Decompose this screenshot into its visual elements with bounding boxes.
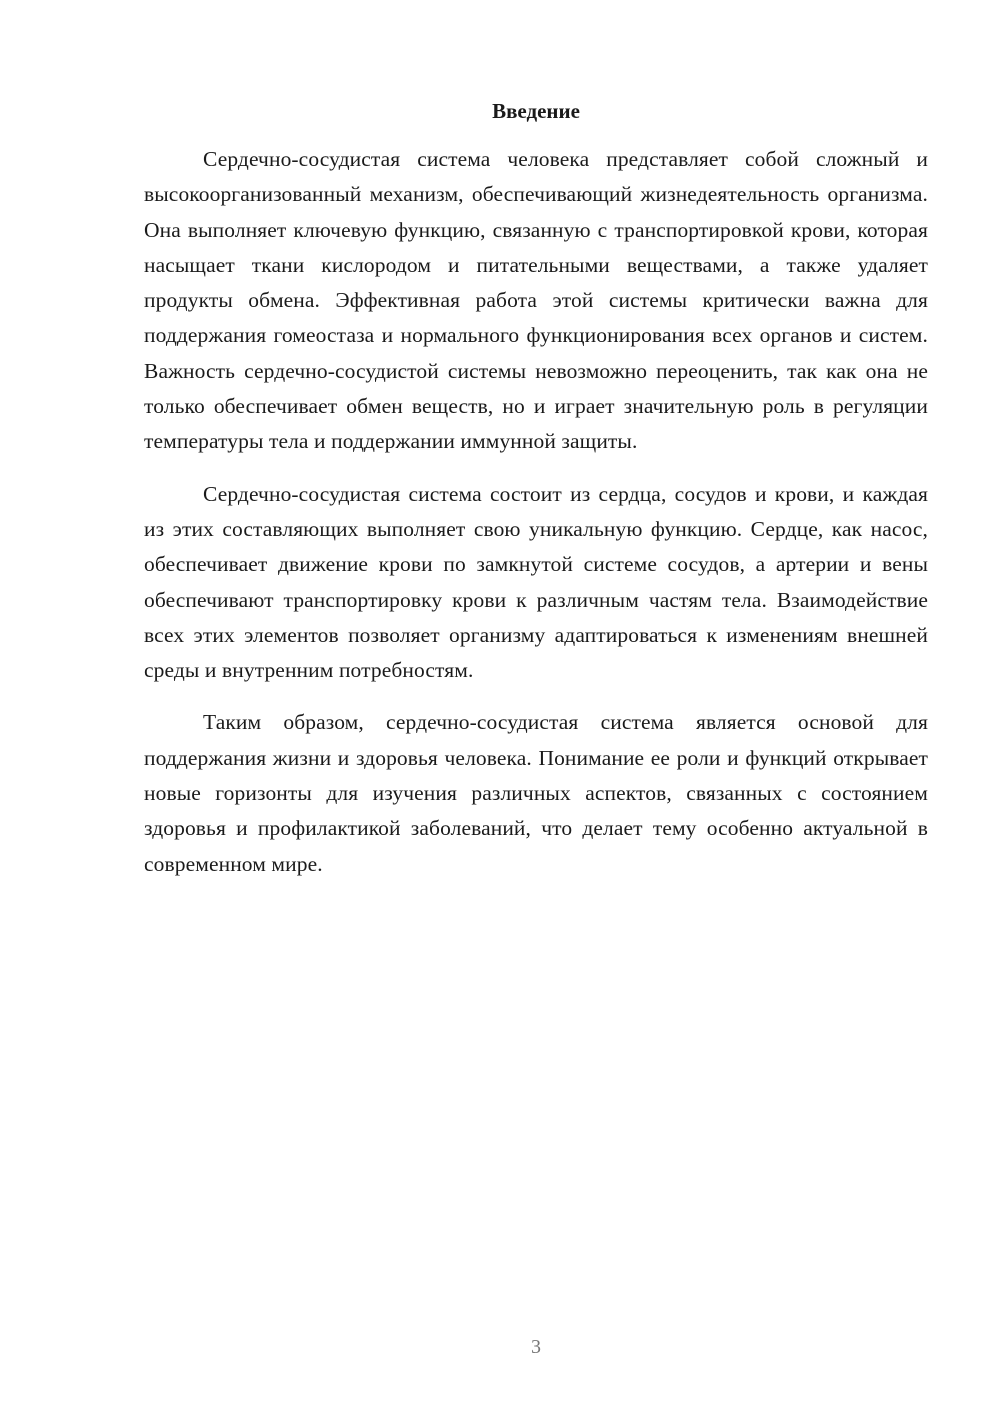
paragraph-conclusion: Таким образом, сердечно-сосудистая система является основой для поддержания жизни и здоровья человека. Понимание ее роли и функций открывает новые горизонты для изучения различных аспектов, связанных с состоянием здоровья и профилактикой заболеваний, что делает тему особенно актуальной в современном мире. (144, 710, 928, 876)
paragraph-intro: Сердечно-сосудистая система человека представляет собой сложный и высокоорганизованный механизм, обеспечивающий жизнедеятельность организма. Она выполняет ключевую функцию, связанную с транспортировкой крови, которая насыщает ткани кислородом и питательными веществами, а также удаляет продукты обмена. Эффективная работа этой системы критически важна для поддержания гомеостаза и нормального функционирования всех органов и систем. Важность сердечно-сосудистой системы невозможно переоценить, так как она не только обеспечивает обмен веществ, но и играет значительную роль в регуляции температуры тела и поддержании иммунной защиты. (144, 147, 928, 454)
page-number: 3 (531, 1336, 541, 1358)
body-text (144, 142, 928, 899)
paragraph-components: Сердечно-сосудистая система состоит из сердца, сосудов и крови, и каждая из этих составляющих выполняет свою уникальную функцию. Сердце, как насос, обеспечивает движение крови по замкнутой системе сосудов, а артерии и вены обеспечивают транспортировку крови к различным частям тела. Взаимодействие всех этих элементов позволяет организму адаптироваться к изменениям внешней среды и внутренним потребностям. (144, 481, 928, 683)
section-title: Введение (492, 99, 580, 123)
